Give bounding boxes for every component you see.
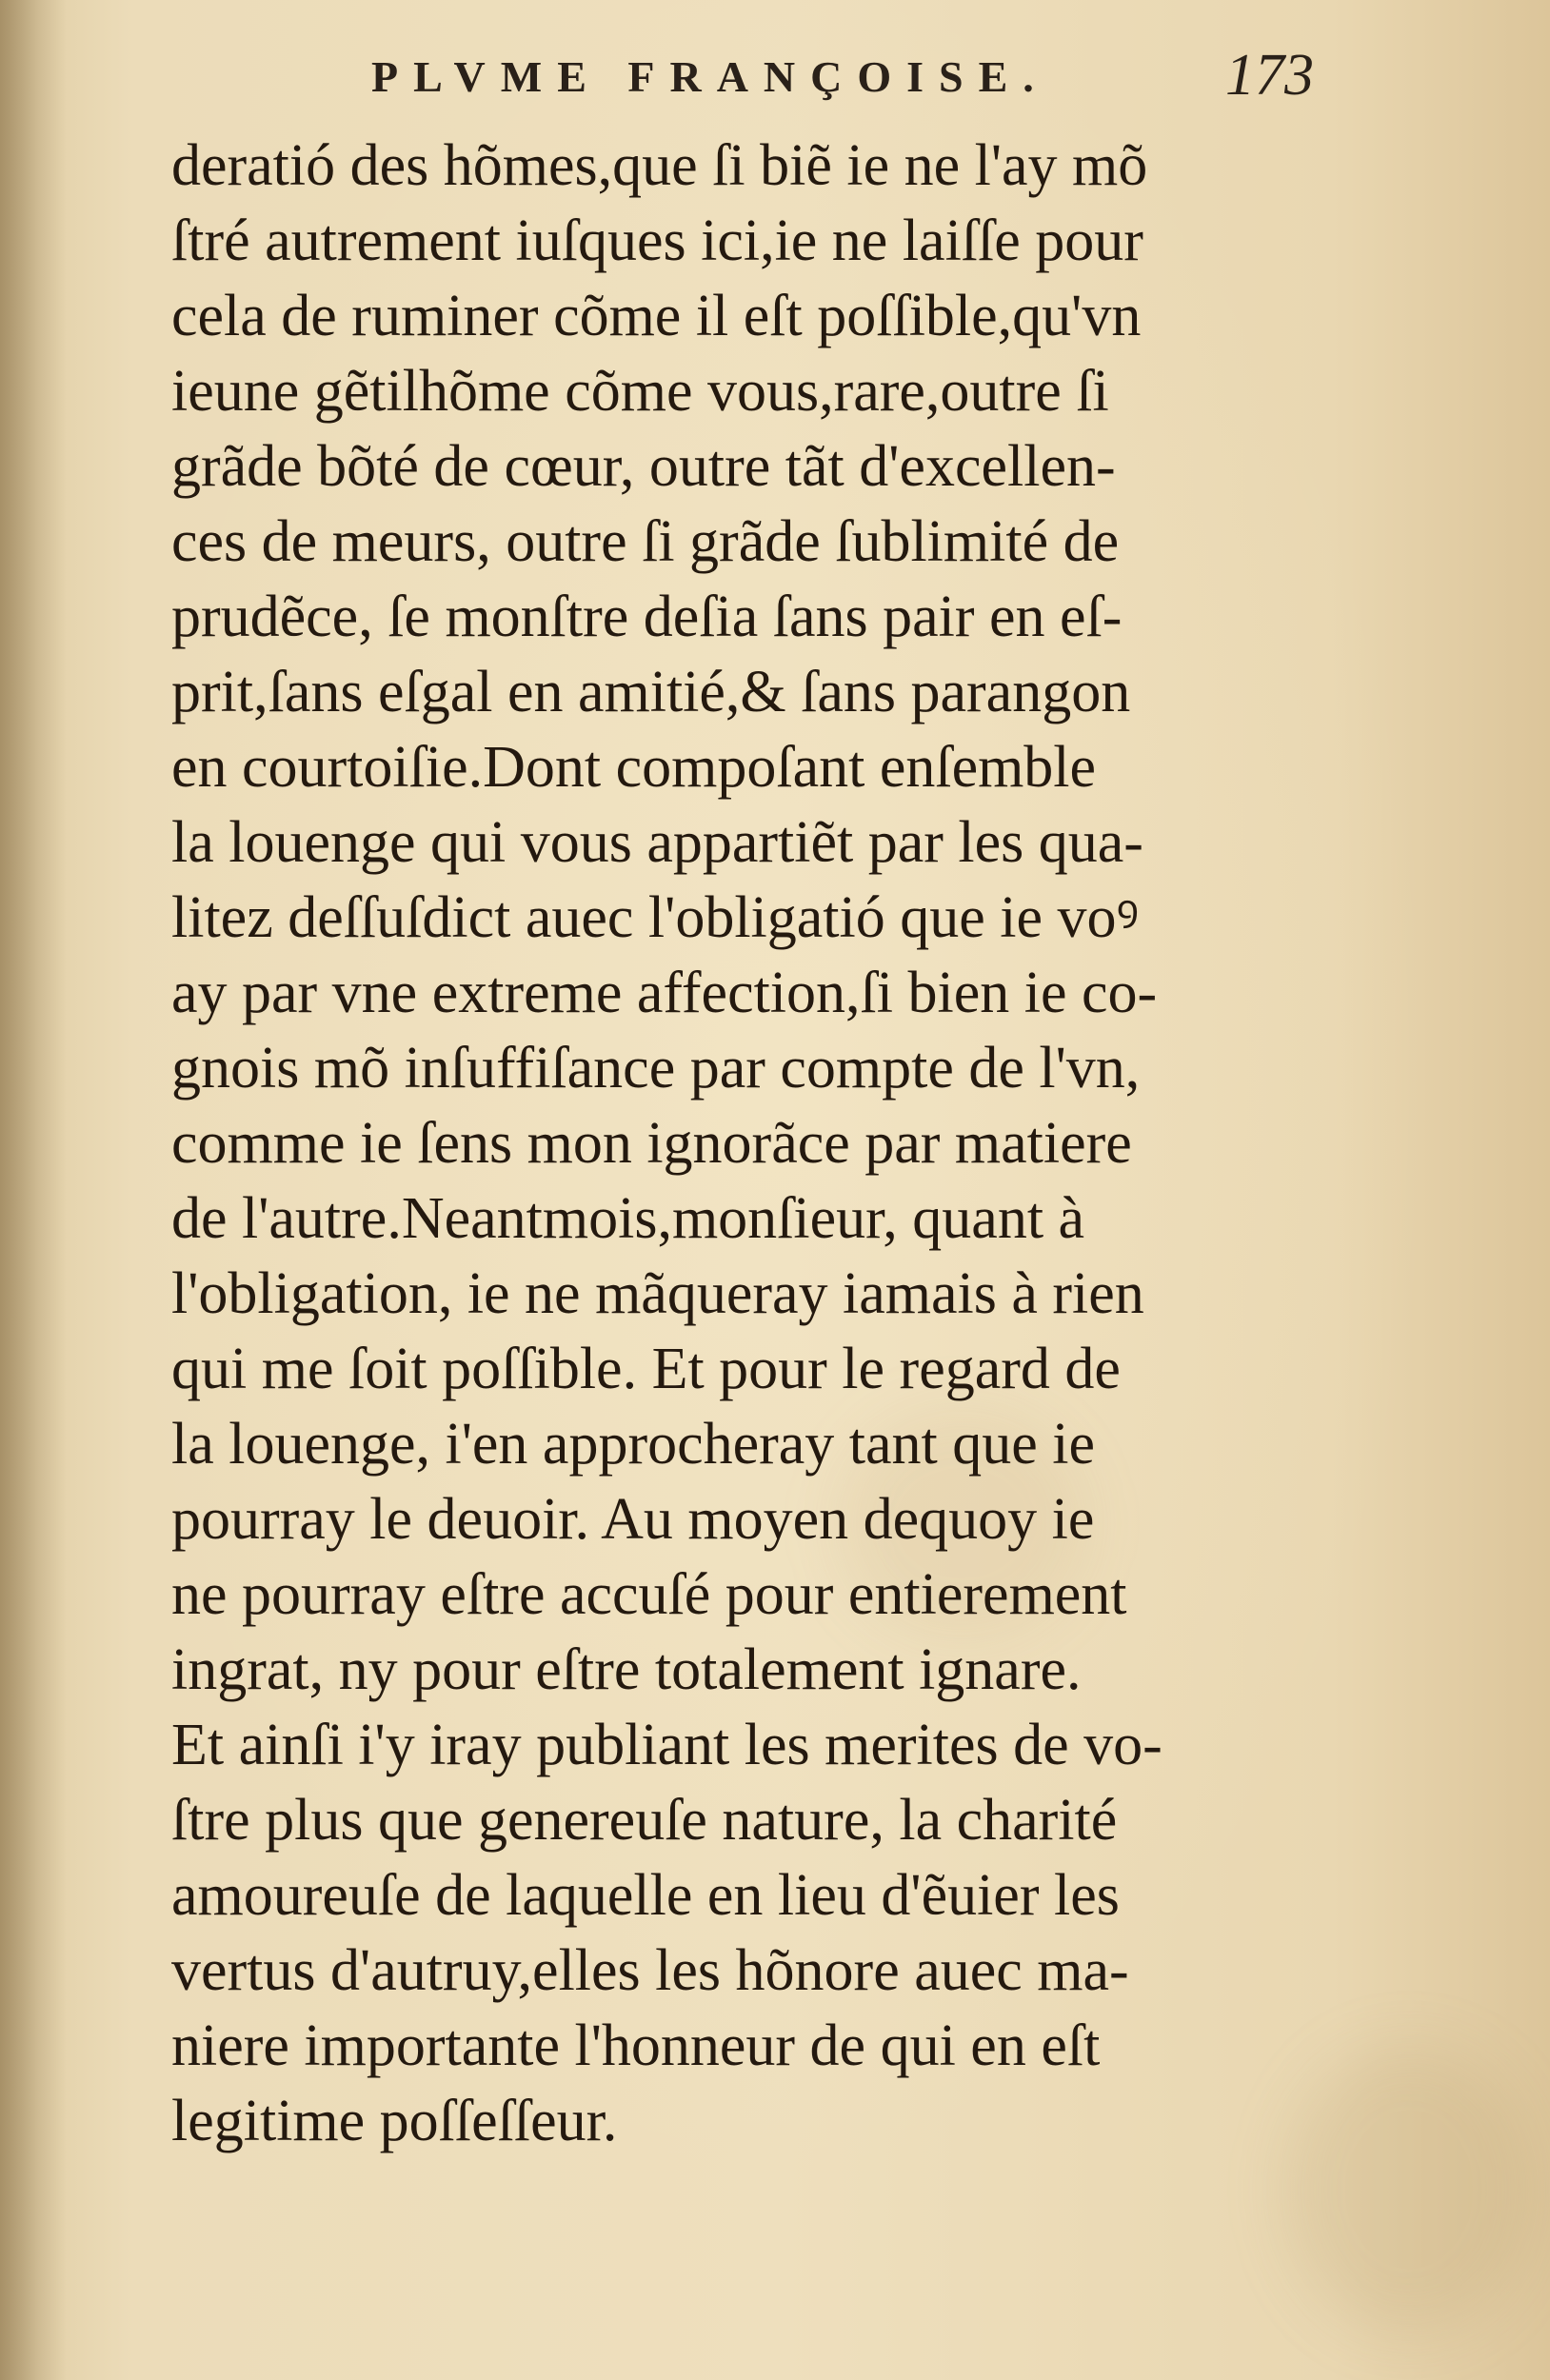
text-line: amoureuſe de laquelle en lieu d'ẽuier les bbox=[171, 1863, 1120, 1928]
text-line: prudẽce, ſe monſtre deſia ſans pair en eſ- bbox=[171, 585, 1123, 649]
text-line: qui me ſoit poſſible. Et pour le regard de bbox=[171, 1337, 1121, 1401]
text-line: litez deſſuſdict auec l'obligatió que ie voꝰ bbox=[171, 885, 1140, 950]
text-line: la louenge, i'en approcheray tant que ie bbox=[171, 1412, 1096, 1477]
text-line: ſtre plus que genereuſe nature, la charité bbox=[171, 1788, 1118, 1853]
text-line: comme ie ſens mon ignorãce par matiere bbox=[171, 1111, 1132, 1176]
text-line: vertus d'autruy,elles les hõnore auec ma- bbox=[171, 1938, 1129, 2003]
text-line: grãde bõté de cœur, outre tãt d'excellen- bbox=[171, 434, 1116, 499]
text-line: de l'autre.Neantmois,monſieur, quant à bbox=[171, 1186, 1085, 1251]
text-line: ay par vne extreme affection,ſi bien ie co- bbox=[171, 961, 1158, 1025]
text-line: cela de ruminer cõme il eſt poſſible,qu'vn bbox=[171, 284, 1142, 348]
text-line: prit,ſans eſgal en amitié,& ſans parangon bbox=[171, 660, 1131, 724]
page-header bbox=[371, 38, 1314, 124]
text-line: l'obligation, ie ne mãqueray iamais à rien bbox=[171, 1261, 1144, 1326]
text-line: pourray le deuoir. Au moyen dequoy ie bbox=[171, 1487, 1095, 1552]
text-line: ingrat, ny pour eſtre totalement ignare. bbox=[171, 1637, 1082, 1702]
text-line: ne pourray eſtre accuſé pour entierement bbox=[171, 1562, 1127, 1627]
text-line: ſtré autrement iuſques ici,ie ne laiſſe pour bbox=[171, 208, 1143, 273]
body-text bbox=[171, 129, 1333, 2159]
text-line: niere importante l'honneur de qui en eſt bbox=[171, 2013, 1101, 2078]
page-number: 173 bbox=[1225, 43, 1314, 108]
text-line: Et ainſi i'y iray publiant les merites de vo- bbox=[171, 1713, 1162, 1777]
running-head: PLVME FRANÇOISE. bbox=[371, 52, 1049, 101]
text-line: ieune gẽtilhõme cõme vous,rare,outre ſi bbox=[171, 359, 1109, 424]
text-line: en courtoiſie.Dont compoſant enſemble bbox=[171, 735, 1097, 800]
text-line: ces de meurs, outre ſi grãde ſublimité de bbox=[171, 509, 1120, 574]
text-line: la louenge qui vous appartiẽt par les qua- bbox=[171, 810, 1143, 875]
text-line: gnois mõ inſuffiſance par compte de l'vn, bbox=[171, 1036, 1141, 1101]
text-line: deratió des hõmes,que ſi biẽ ie ne l'ay mõ bbox=[171, 133, 1148, 198]
gutter-shadow bbox=[0, 0, 67, 2380]
text-line: legitime poſſeſſeur. bbox=[171, 2089, 618, 2153]
